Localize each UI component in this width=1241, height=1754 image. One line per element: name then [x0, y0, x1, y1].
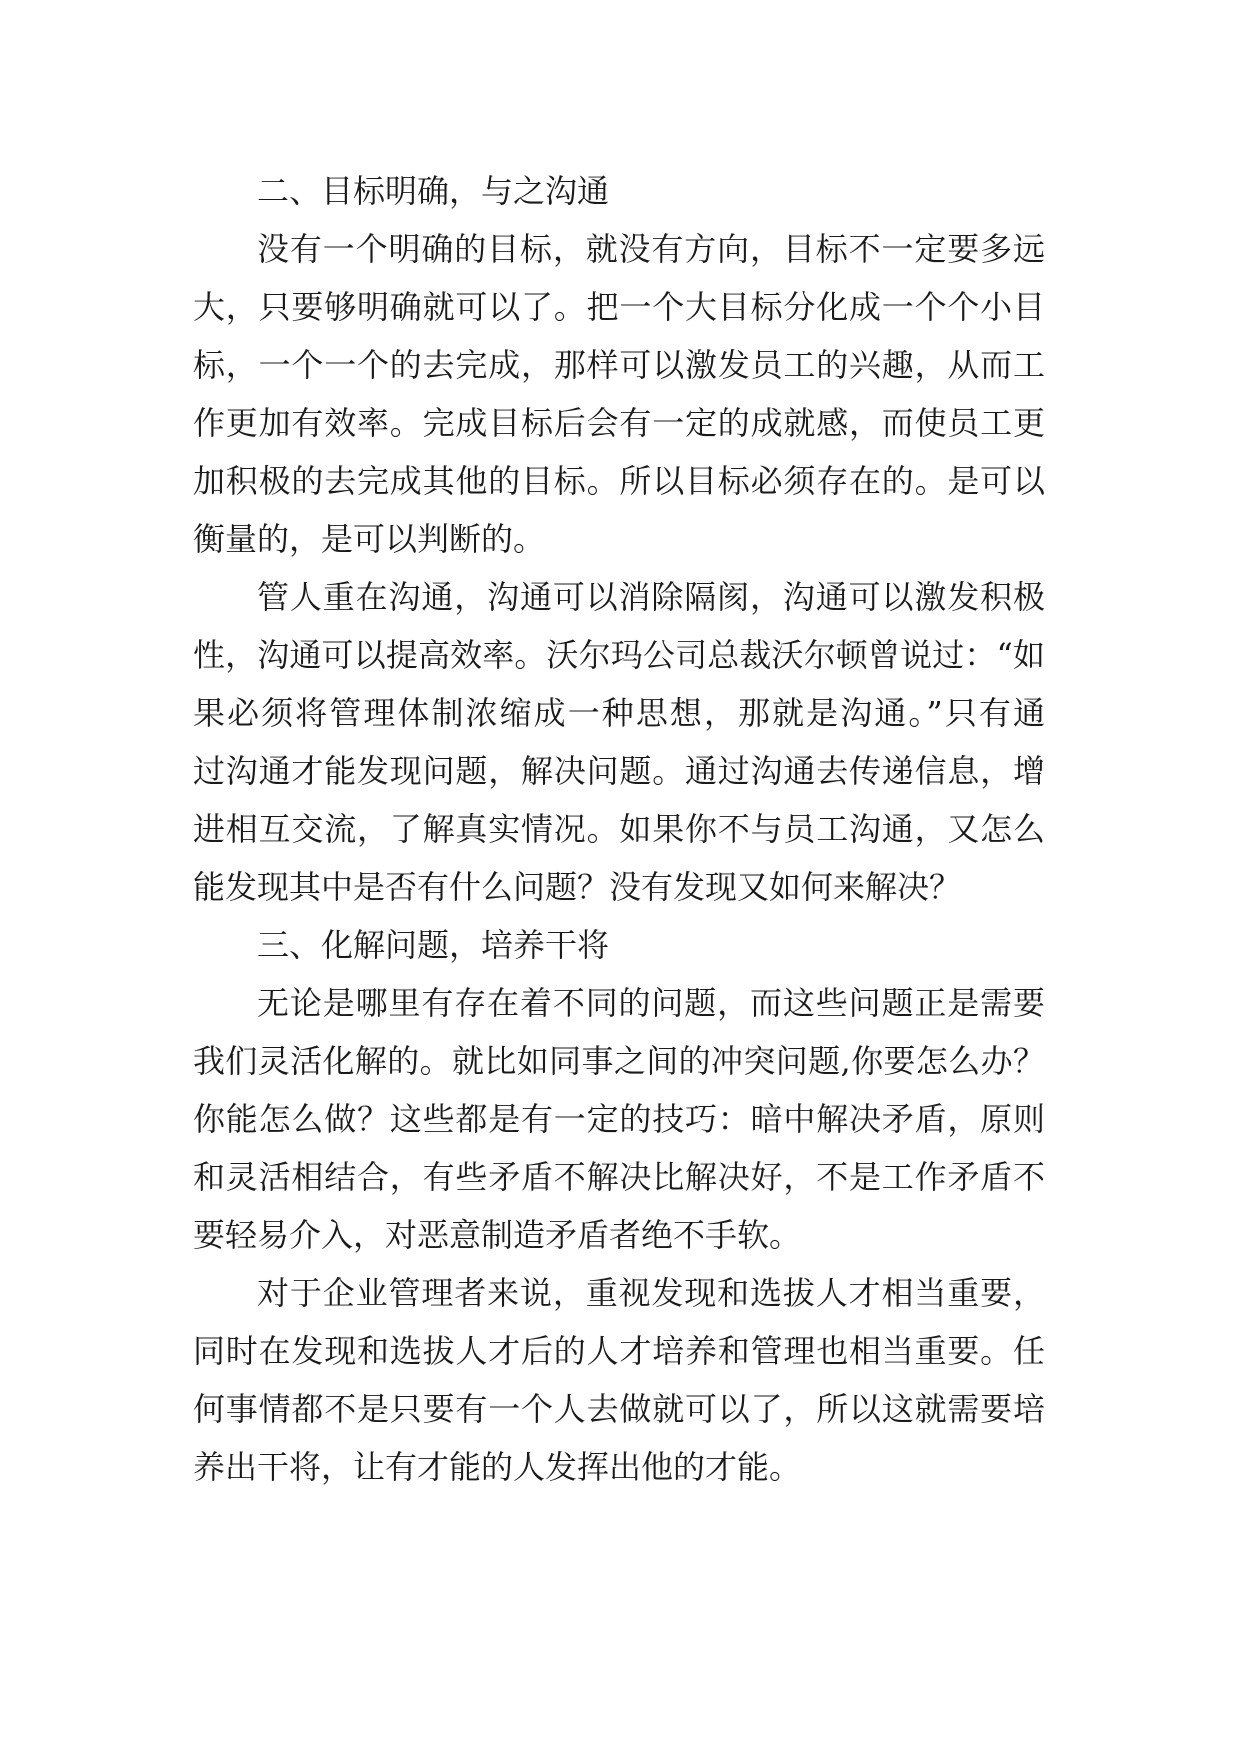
- paragraph-line: 加积极的去完成其他的目标。所以目标必须存在的。是可以: [193, 462, 1045, 500]
- paragraph-line: 没有一个明确的目标，就没有方向，目标不一定要多远: [257, 230, 1045, 268]
- paragraph-line: 我们灵活化解的。就比如同事之间的冲突问题,你要怎么办？: [193, 1042, 1045, 1080]
- section-heading-2: 二、目标明确，与之沟通: [257, 172, 610, 210]
- paragraph-line: 标，一个一个的去完成，那样可以激发员工的兴趣，从而工: [193, 346, 1045, 384]
- paragraph-line: 作更加有效率。完成目标后会有一定的成就感，而使员工更: [193, 404, 1045, 442]
- paragraph-talent: [193, 1264, 1045, 1496]
- paragraph-resolve-problems: [193, 974, 1045, 1264]
- paragraph-goals: [193, 220, 1045, 568]
- paragraph-communication: [193, 568, 1045, 916]
- document-page: [193, 162, 1045, 1496]
- paragraph-line: 能发现其中是否有什么问题？没有发现又如何来解决？: [193, 868, 962, 906]
- paragraph-line: 你能怎么做？这些都是有一定的技巧：暗中解决矛盾，原则: [193, 1100, 1045, 1138]
- paragraph-line: 无论是哪里有存在着不同的问题，而这些问题正是需要: [257, 984, 1045, 1022]
- paragraph-line: 对于企业管理者来说，重视发现和选拔人才相当重要，: [257, 1274, 1045, 1312]
- paragraph-line: 管人重在沟通，沟通可以消除隔阂，沟通可以激发积极: [257, 578, 1045, 616]
- paragraph-line: 同时在发现和选拔人才后的人才培养和管理也相当重要。任: [193, 1332, 1045, 1370]
- paragraph-line: 养出干将，让有才能的人发挥出他的才能。: [193, 1448, 802, 1486]
- paragraph-line: 要轻易介入，对恶意制造矛盾者绝不手软。: [193, 1216, 802, 1254]
- paragraph-line: 性，沟通可以提高效率。沃尔玛公司总裁沃尔顿曾说过：“如: [193, 636, 1045, 674]
- paragraph-line: 和灵活相结合，有些矛盾不解决比解决好，不是工作矛盾不: [193, 1158, 1045, 1196]
- paragraph-line: 果必须将管理体制浓缩成一种思想，那就是沟通。”只有通: [193, 694, 1045, 732]
- paragraph-line: 过沟通才能发现问题，解决问题。通过沟通去传递信息，增: [193, 752, 1045, 790]
- paragraph-line: 何事情都不是只要有一个人去做就可以了，所以这就需要培: [193, 1390, 1045, 1428]
- paragraph-line: 进相互交流，了解真实情况。如果你不与员工沟通，又怎么: [193, 810, 1045, 848]
- section-heading-3: 三、化解问题，培养干将: [257, 926, 610, 964]
- paragraph-line: 大，只要够明确就可以了。把一个大目标分化成一个个小目: [193, 288, 1045, 326]
- paragraph-line: 衡量的，是可以判断的。: [193, 520, 546, 558]
